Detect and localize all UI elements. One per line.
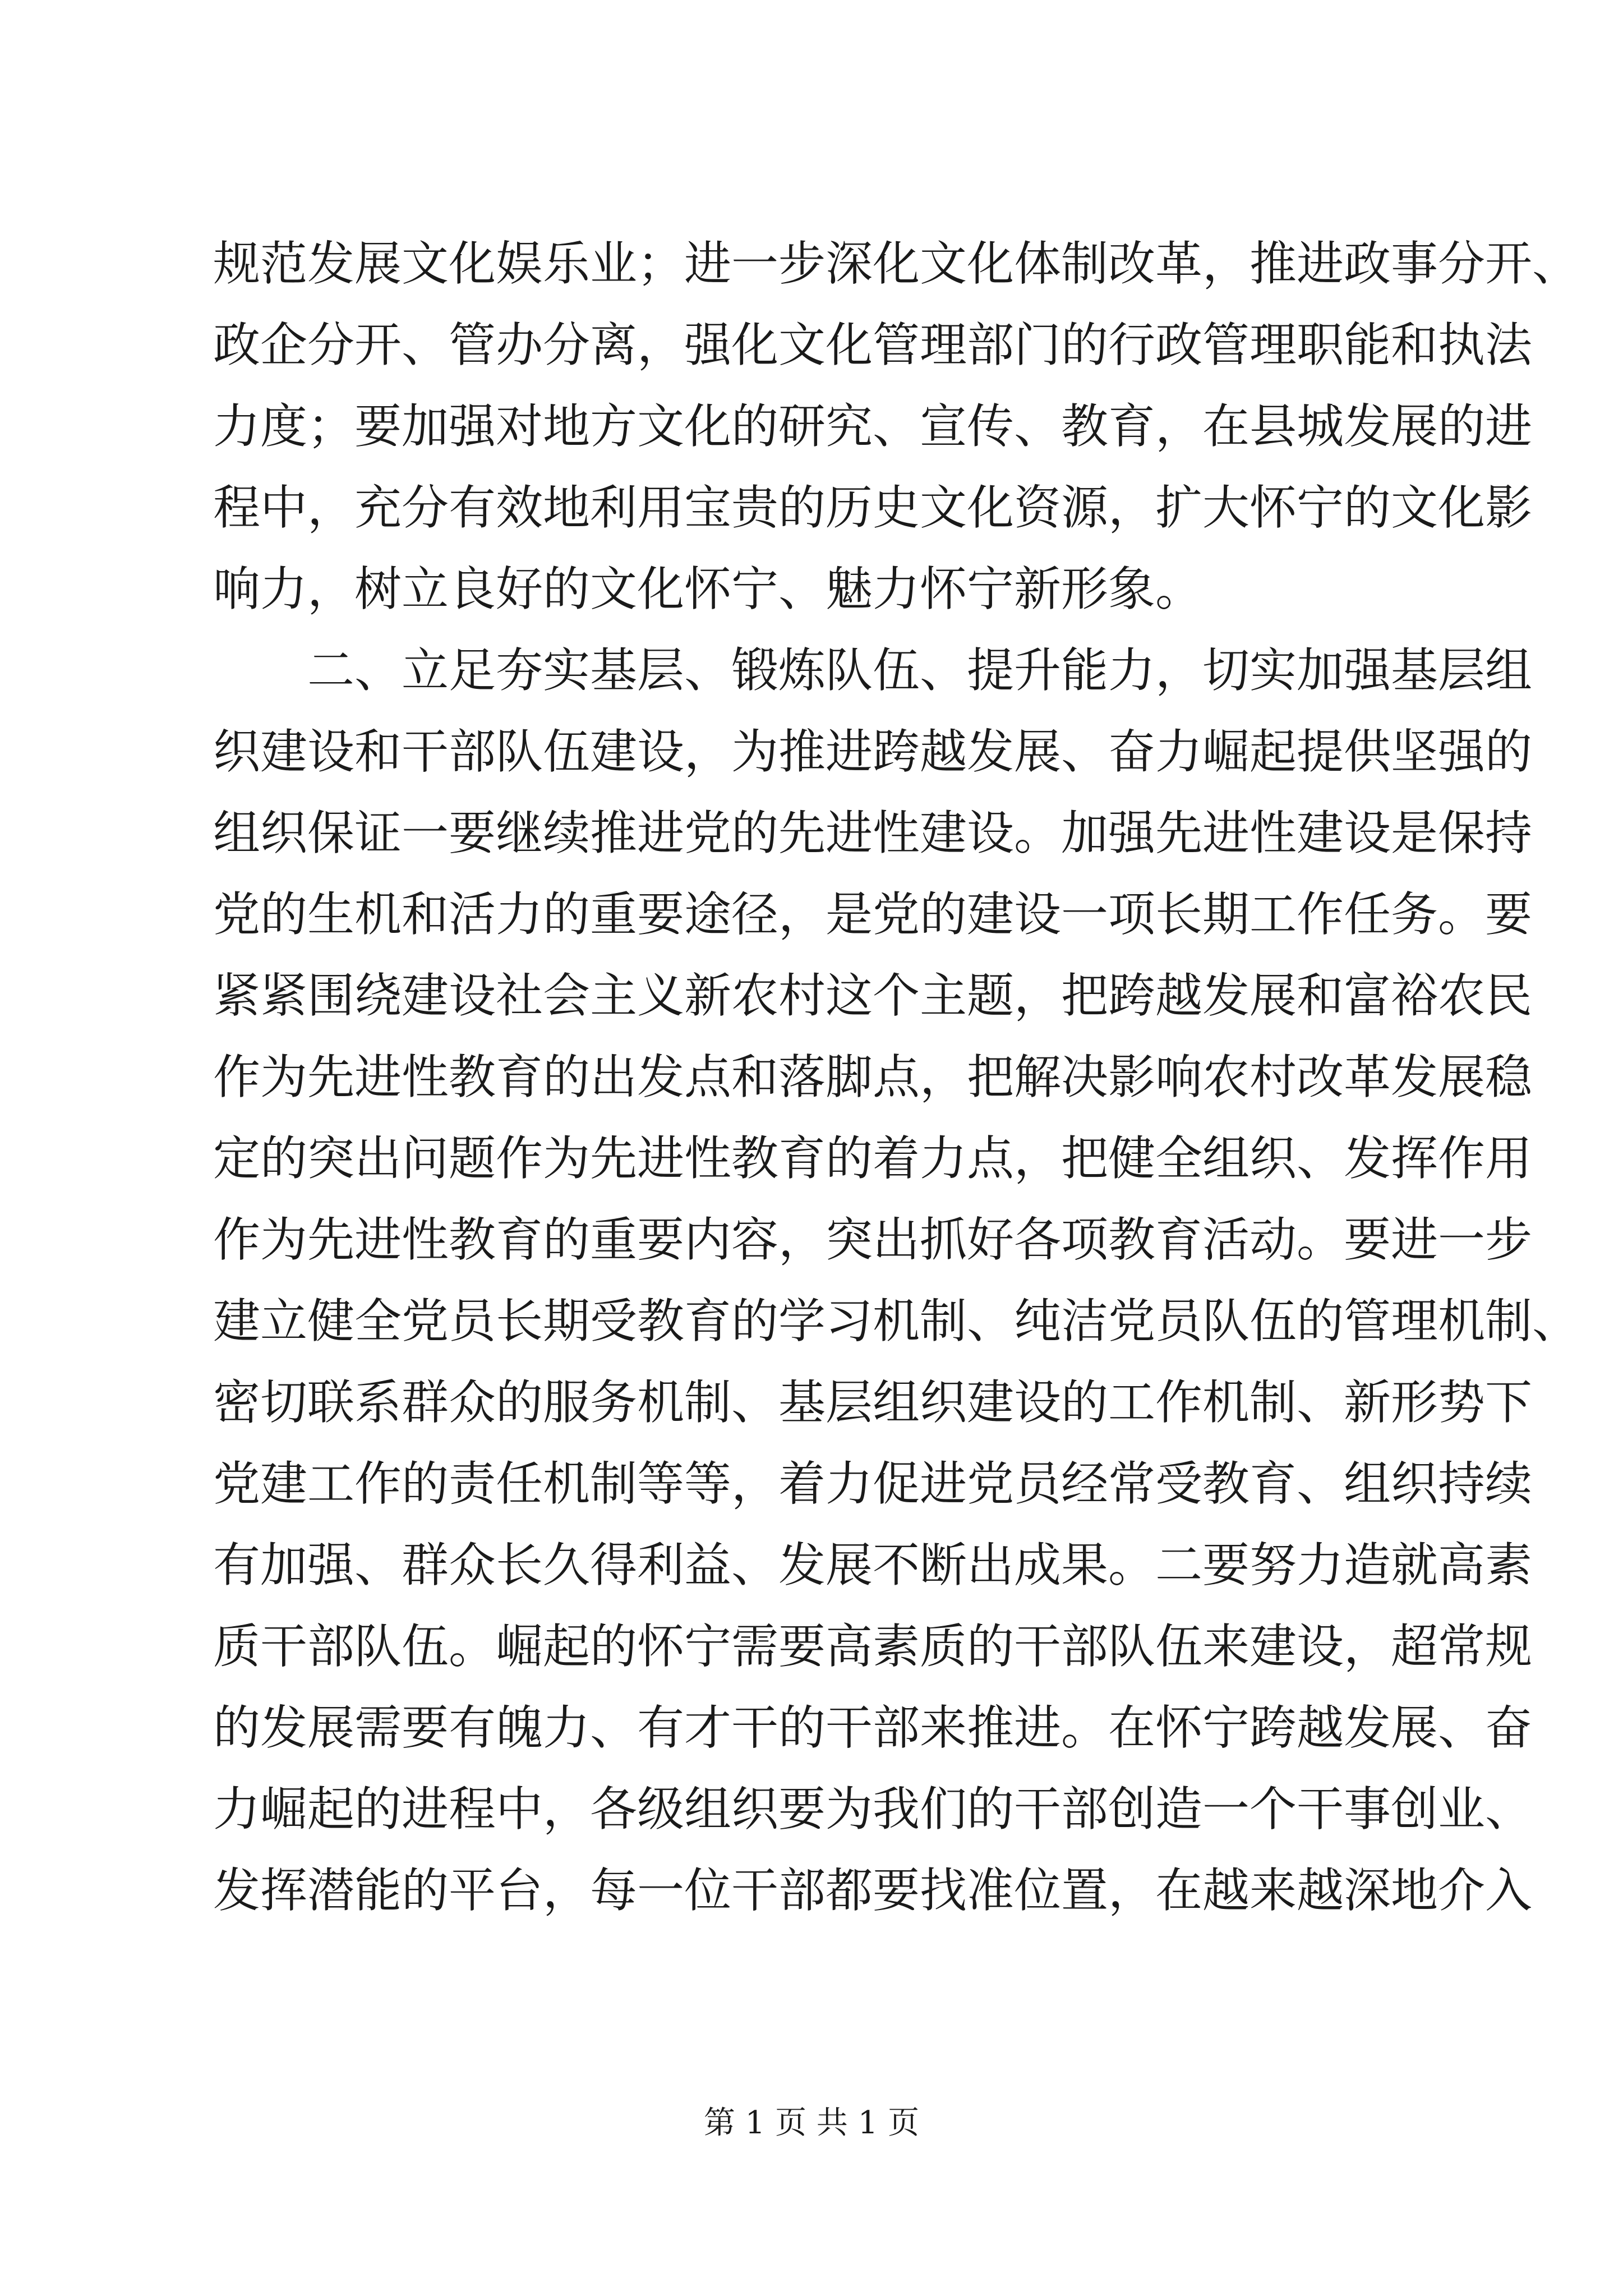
text-line-13: 作为先进性教育的重要内容，突出抓好各项教育活动。要进一步 <box>213 1212 1533 1267</box>
text-line-16: 党建工作的责任机制等等，着力促进党员经常受教育、组织持续 <box>213 1456 1533 1511</box>
text-line-2: 政企分开、管办分离，强化文化管理部门的行政管理职能和执法 <box>213 318 1533 372</box>
text-line-3: 力度；要加强对地方文化的研究、宣传、教育，在县城发展的进 <box>213 399 1533 454</box>
text-line-1: 规范发展文化娱乐业；进一步深化文化体制改革，推进政事分开、 <box>213 236 1580 291</box>
text-line-11: 作为先进性教育的出发点和落脚点，把解决影响农村改革发展稳 <box>213 1050 1533 1105</box>
paragraph-start-line: 二、立足夯实基层、锻炼队伍、提升能力，切实加强基层组 <box>307 643 1533 698</box>
page-number-footer: 第 1 页 共 1 页 <box>703 2105 920 2141</box>
text-line-12: 定的突出问题作为先进性教育的着力点，把健全组织、发挥作用 <box>213 1131 1533 1186</box>
text-line-18: 质干部队伍。崛起的怀宁需要高素质的干部队伍来建设，超常规 <box>213 1619 1533 1674</box>
text-line-4: 程中，充分有效地利用宝贵的历史文化资源，扩大怀宁的文化影 <box>213 480 1533 535</box>
text-line-19: 的发展需要有魄力、有才干的干部来推进。在怀宁跨越发展、奋 <box>213 1700 1533 1755</box>
text-line-20: 力崛起的进程中，各级组织要为我们的干部创造一个干事创业、 <box>213 1782 1533 1837</box>
text-line-15: 密切联系群众的服务机制、基层组织建设的工作机制、新形势下 <box>213 1375 1533 1430</box>
text-line-5: 响力，树立良好的文化怀宁、魅力怀宁新形象。 <box>213 562 1203 616</box>
text-line-17: 有加强、群众长久得利益、发展不断出成果。二要努力造就高素 <box>213 1538 1533 1593</box>
text-line-21: 发挥潜能的平台，每一位干部都要找准位置，在越来越深地介入 <box>213 1863 1533 1918</box>
text-line-9: 党的生机和活力的重要途径，是党的建设一项长期工作任务。要 <box>213 887 1533 942</box>
text-line-7: 织建设和干部队伍建设，为推进跨越发展、奋力崛起提供坚强的 <box>213 724 1533 779</box>
text-line-8: 组织保证一要继续推进党的先进性建设。加强先进性建设是保持 <box>213 806 1533 861</box>
text-line-14: 建立健全党员长期受教育的学习机制、纯洁党员队伍的管理机制、 <box>213 1294 1580 1349</box>
text-line-10: 紧紧围绕建设社会主义新农村这个主题，把跨越发展和富裕农民 <box>213 968 1533 1023</box>
